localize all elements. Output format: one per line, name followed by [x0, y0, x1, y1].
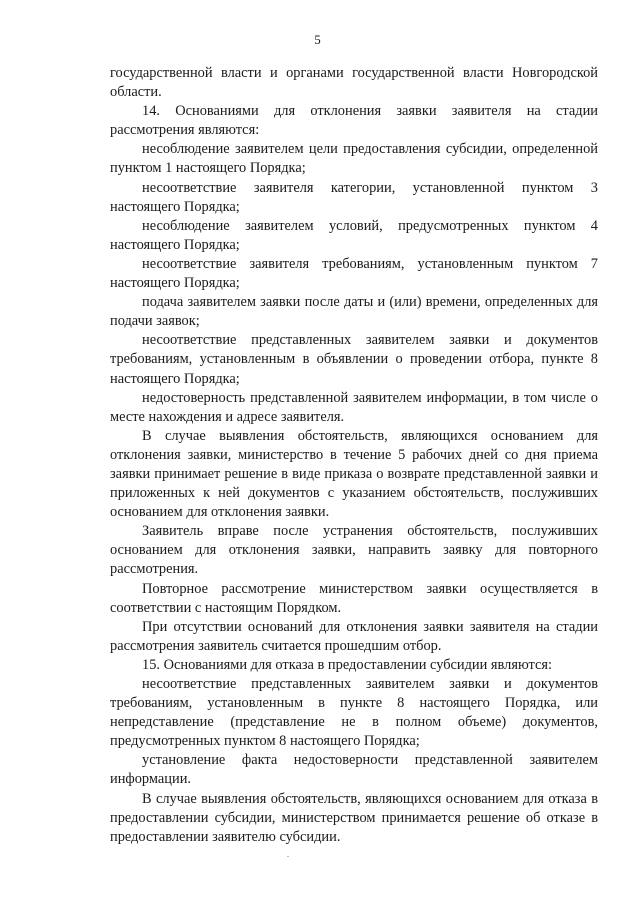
paragraph: подача заявителем заявки после даты и (или) времени, определенных для подачи заявок;: [110, 294, 598, 330]
paragraph: несоответствие представленных заявителем заявки и документов требованиям, установленным в объявлении о проведении отбора, пункте 8 настоящего Порядка;: [110, 332, 598, 387]
paragraph: Повторное рассмотрение министерством заявки осуществляется в соответствии с настоящим Порядком.: [110, 580, 598, 616]
paragraph: установление факта недостоверности представленной заявителем информации.: [110, 752, 598, 788]
paragraph: При отсутствии оснований для отклонения заявки заявителя на стадии рассмотрения заявитель считается прошедшим отбор.: [110, 618, 598, 654]
paragraph: В случае выявления обстоятельств, являющихся основанием для отказа в предоставлении субсидии, министерством принимается решение об отказе в предоставлении заявителю субсидии.: [110, 790, 598, 845]
paragraph-item-15: 15. Основаниями для отказа в предоставлении субсидии являются:: [142, 656, 552, 673]
paragraph: несоответствие представленных заявителем заявки и документов требованиям, установленным в пункте 8 настоящего Порядка, или непредставление (представление не в полном объеме) документов, предусмотренных пунктом 8 настоящего Порядка;: [110, 676, 598, 750]
page-number: 5: [314, 32, 321, 47]
paragraph: несоблюдение заявителем условий, предусмотренных пунктом 4 настоящего Порядка;: [110, 217, 598, 253]
scan-speck: [287, 856, 289, 857]
paragraph: Заявитель вправе после устранения обстоятельств, послуживших основанием для отклонения заявки, направить заявку для повторного рассмотрения.: [110, 523, 598, 578]
paragraph-item-14: 14. Основаниями для отклонения заявки заявителя на стадии рассмотрения являются:: [110, 103, 598, 139]
paragraph: несоответствие заявителя требованиям, установленным пунктом 7 настоящего Порядка;: [110, 255, 598, 292]
paragraph: несоблюдение заявителем цели предоставления субсидии, определенной пунктом 1 настоящего Порядка;: [110, 141, 598, 177]
paragraph: В случае выявления обстоятельств, являющихся основанием для отклонения заявки, министерство в течение 5 рабочих дней со дня приема заявки принимает решение в виде приказа о возврате представленной заявки и приложенных к ней документов с указанием обстоятельств, послуживших основанием для отклонения заявки.: [110, 427, 598, 521]
paragraph-continuation: государственной власти и органами государственной власти Новгородской области.: [110, 65, 598, 101]
paragraph: несоответствие заявителя категории, установленной пунктом 3 настоящего Порядка;: [110, 179, 598, 215]
document-body: [110, 64, 598, 847]
paragraph: недостоверность представленной заявителем информации, в том числе о месте нахождения и адресе заявителя.: [110, 389, 598, 425]
